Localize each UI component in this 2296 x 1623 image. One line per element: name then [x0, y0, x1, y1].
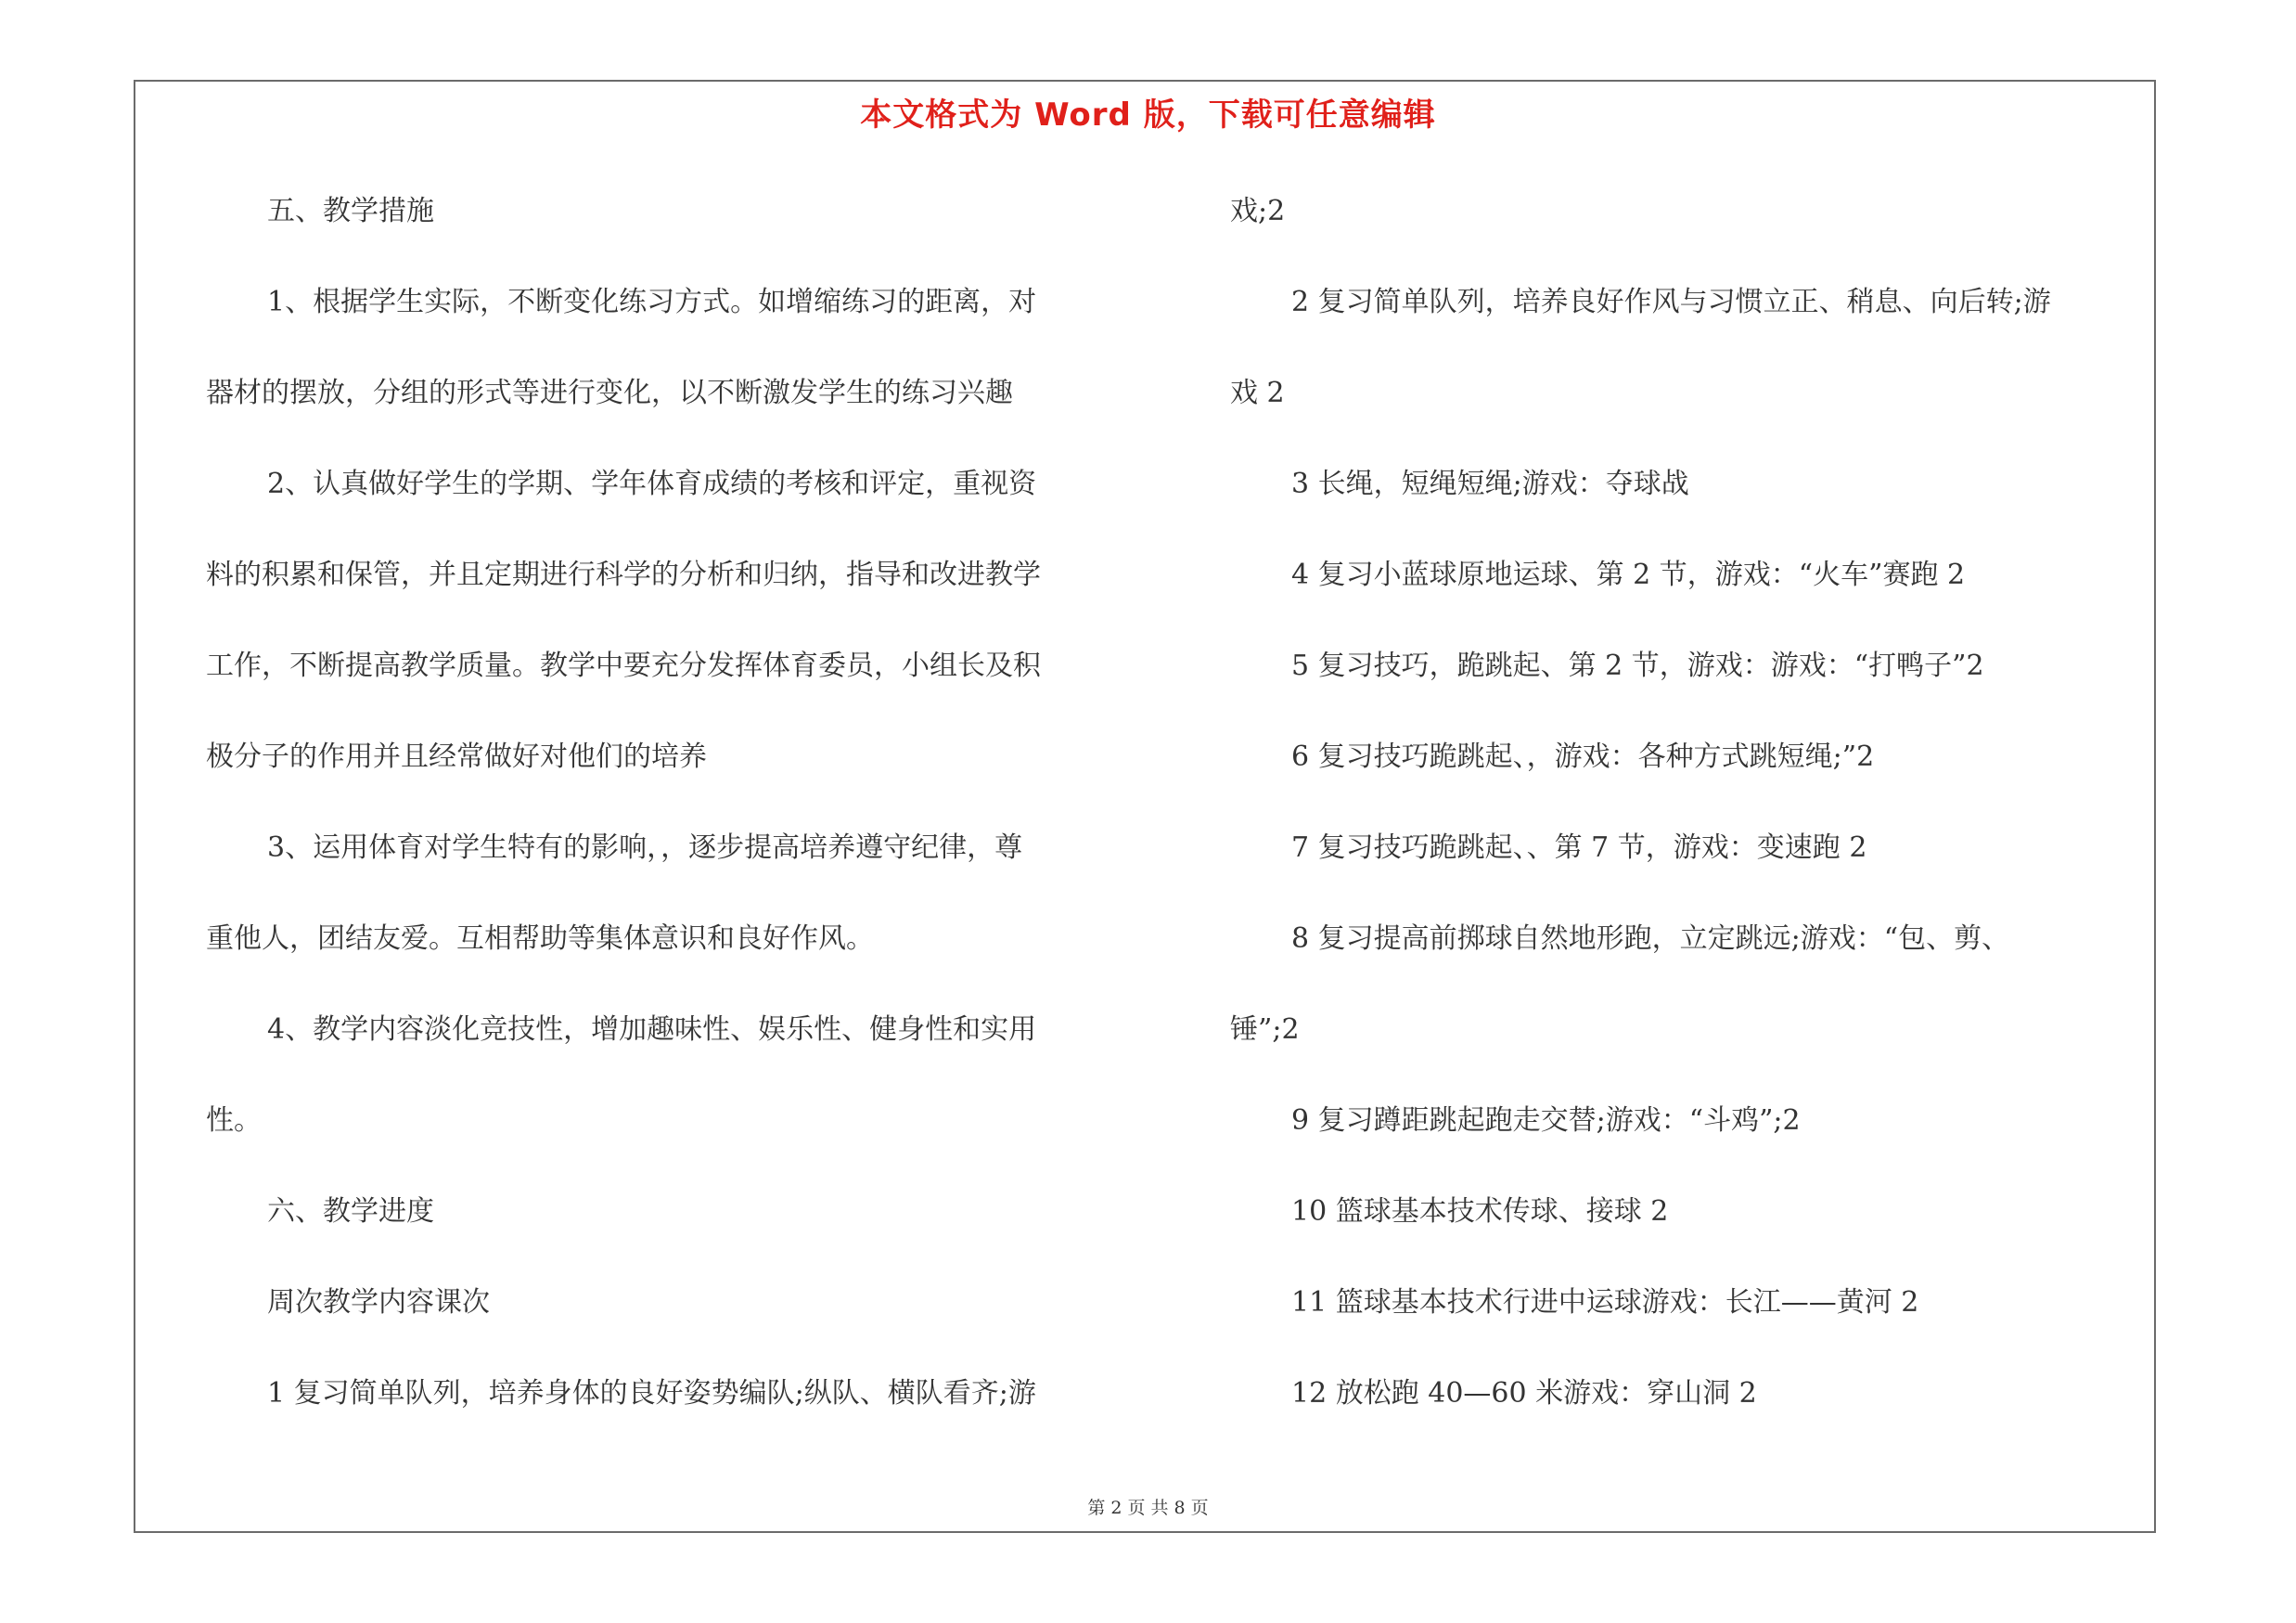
right-column-text-line: 5 复习技巧，跪跳起、第 2 节，游戏：游戏：“打鸭子”2: [1291, 650, 1984, 682]
left-column-text-line: 1 复习简单队列，培养身体的良好姿势编队;纵队、横队看齐;游: [267, 1377, 1036, 1410]
left-column-text-line: 3、运用体育对学生特有的影响，，逐步提高培养遵守纪律，尊: [267, 831, 1023, 864]
right-column-text-line: 9 复习蹲距跳起跑走交替;游戏：“斗鸡”;2: [1291, 1104, 1801, 1137]
left-column-text-line: 极分子的作用并且经常做好对他们的培养: [206, 741, 707, 773]
right-column-text-line: 12 放松跑 40—60 米游戏：穿山洞 2: [1291, 1377, 1757, 1410]
left-column-text-line: 器材的摆放，分组的形式等进行变化，以不断激发学生的练习兴趣: [206, 377, 1013, 409]
right-column-text-line: 2 复习简单队列，培养良好作风与习惯立正、稍息、向后转;游: [1291, 286, 2051, 318]
left-column-text-line: 4、教学内容淡化竞技性，增加趣味性、娱乐性、健身性和实用: [267, 1013, 1037, 1046]
right-column-text-line: 6 复习技巧跪跳起、，游戏：各种方式跳短绳;”2: [1291, 741, 1875, 773]
format-notice-banner: 本文格式为 Word 版，下载可任意编辑: [860, 97, 1436, 134]
left-text-column: [206, 182, 1124, 1455]
page-number-footer: 第 2 页 共 8 页: [1087, 1498, 1209, 1518]
right-text-column: [1230, 182, 2148, 1455]
right-column-text-line: 戏;2: [1230, 195, 1286, 227]
left-column-text-line: 料的积累和保管，并且定期进行科学的分析和归纳，指导和改进教学: [206, 559, 1041, 591]
left-column-text-line: 工作，不断提高教学质量。教学中要充分发挥体育委员，小组长及积: [206, 650, 1041, 682]
right-column-text-line: 戏 2: [1230, 377, 1285, 409]
left-column-text-line: 重他人，团结友爱。互相帮助等集体意识和良好作风。: [206, 922, 874, 955]
left-column-text-line: 性。: [206, 1104, 262, 1137]
left-column-text-line: 周次教学内容课次: [267, 1286, 490, 1319]
right-column-text-line: 7 复习技巧跪跳起、、第 7 节，游戏：变速跑 2: [1291, 831, 1867, 864]
right-column-text-line: 8 复习提高前掷球自然地形跑，立定跳远;游戏：“包、剪、: [1291, 922, 2010, 955]
right-column-text-line: 11 篮球基本技术行进中运球游戏：长江——黄河 2: [1291, 1286, 1919, 1319]
right-column-text-line: 锤”;2: [1230, 1013, 1300, 1046]
left-column-text-line: 2、认真做好学生的学期、学年体育成绩的考核和评定，重视资: [267, 468, 1037, 500]
right-column-text-line: 3 长绳，短绳短绳;游戏：夺球战: [1291, 468, 1689, 500]
right-column-text-line: 10 篮球基本技术传球、接球 2: [1291, 1195, 1669, 1228]
left-column-text-line: 六、教学进度: [267, 1195, 434, 1228]
right-column-text-line: 4 复习小蓝球原地运球、第 2 节，游戏：“火车”赛跑 2: [1291, 559, 1966, 591]
left-column-text-line: 五、教学措施: [267, 195, 434, 227]
left-column-text-line: 1、根据学生实际，不断变化练习方式。如增缩练习的距离，对: [267, 286, 1037, 318]
